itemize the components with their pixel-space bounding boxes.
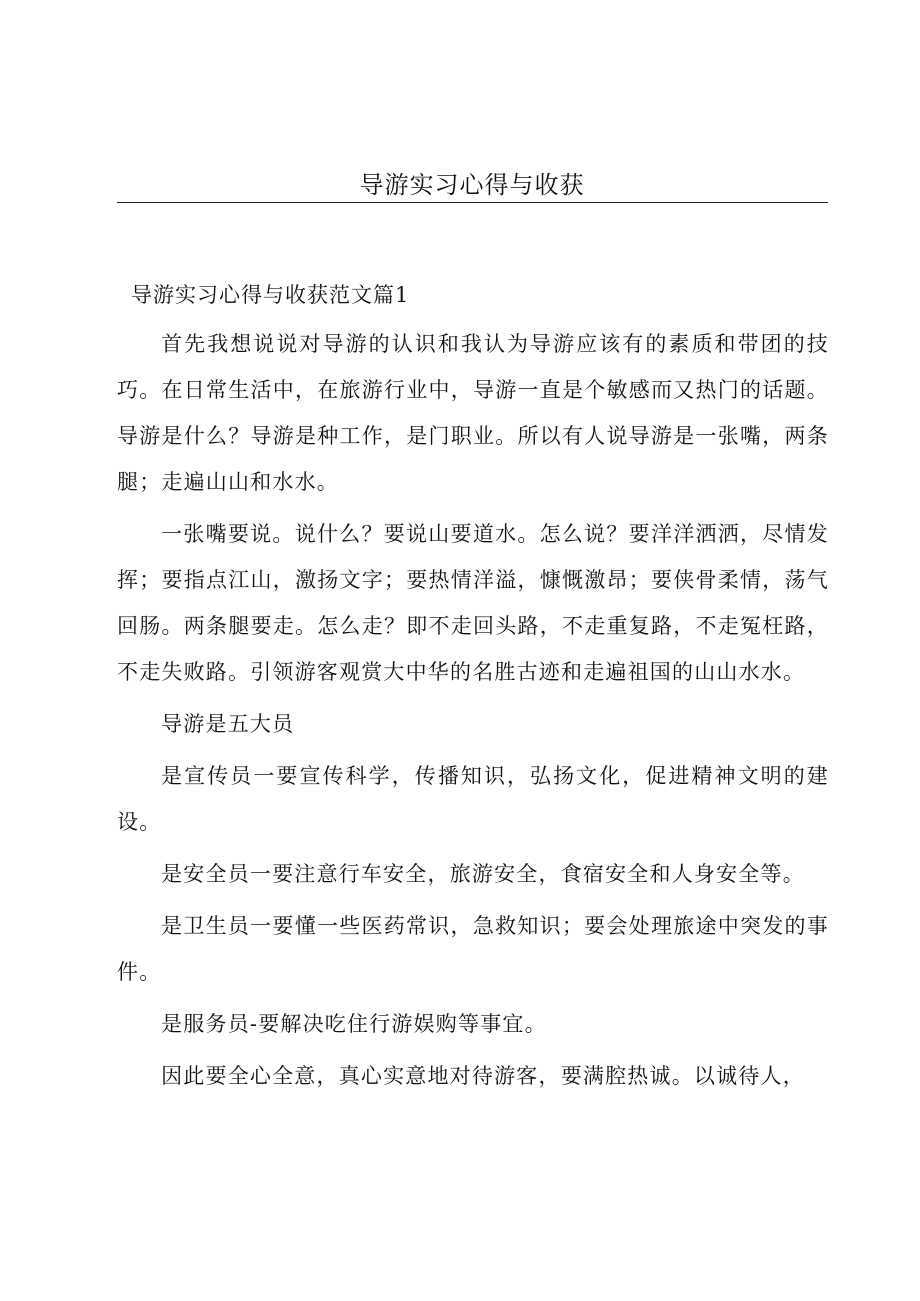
- paragraph: 首先我想说说对导游的认识和我认为导游应该有的素质和带团的技巧。在日常生活中，在旅游行业中，导游一直是个敏感而又热门的话题。导游是什么？导游是种工作，是门职业。所以有人说导游是一张嘴，两条腿；走遍山山和水水。: [117, 332, 829, 494]
- paragraph: 是宣传员一要宣传科学，传播知识，弘扬文化，促进精神文明的建设。: [117, 764, 829, 834]
- paragraph: 是安全员一要注意行车安全，旅游安全，食宿安全和人身安全等。: [161, 862, 805, 886]
- document-title: 导游实习心得与收获: [359, 171, 585, 199]
- paragraph: 导游是五大员: [161, 712, 295, 736]
- paragraph: 一张嘴要说。说什么？要说山要道水。怎么说？要洋洋洒洒，尽情发挥；要指点江山，激扬文字；要热情洋溢，慷慨激昂；要侠骨柔情，荡气回肠。两条腿要走。怎么走？即不走回头路，不走重复路，不走冤枉路，不走失败路。引领游客观赏大中华的名胜古迹和走遍祖国的山山水水。: [117, 522, 829, 684]
- paragraph: 是服务员-要解决吃住行游娱购等事宜。: [161, 1012, 547, 1036]
- paragraph: 是卫生员一要懂一些医药常识，急救知识；要会处理旅途中突发的事件。: [117, 914, 829, 984]
- title-underline: [117, 202, 828, 203]
- document-body: [117, 321, 829, 1105]
- paragraph: 因此要全心全意，真心实意地对待游客，要满腔热诚。以诚待人，: [161, 1064, 805, 1088]
- section-heading: 导游实习心得与收获范文篇1: [131, 283, 410, 307]
